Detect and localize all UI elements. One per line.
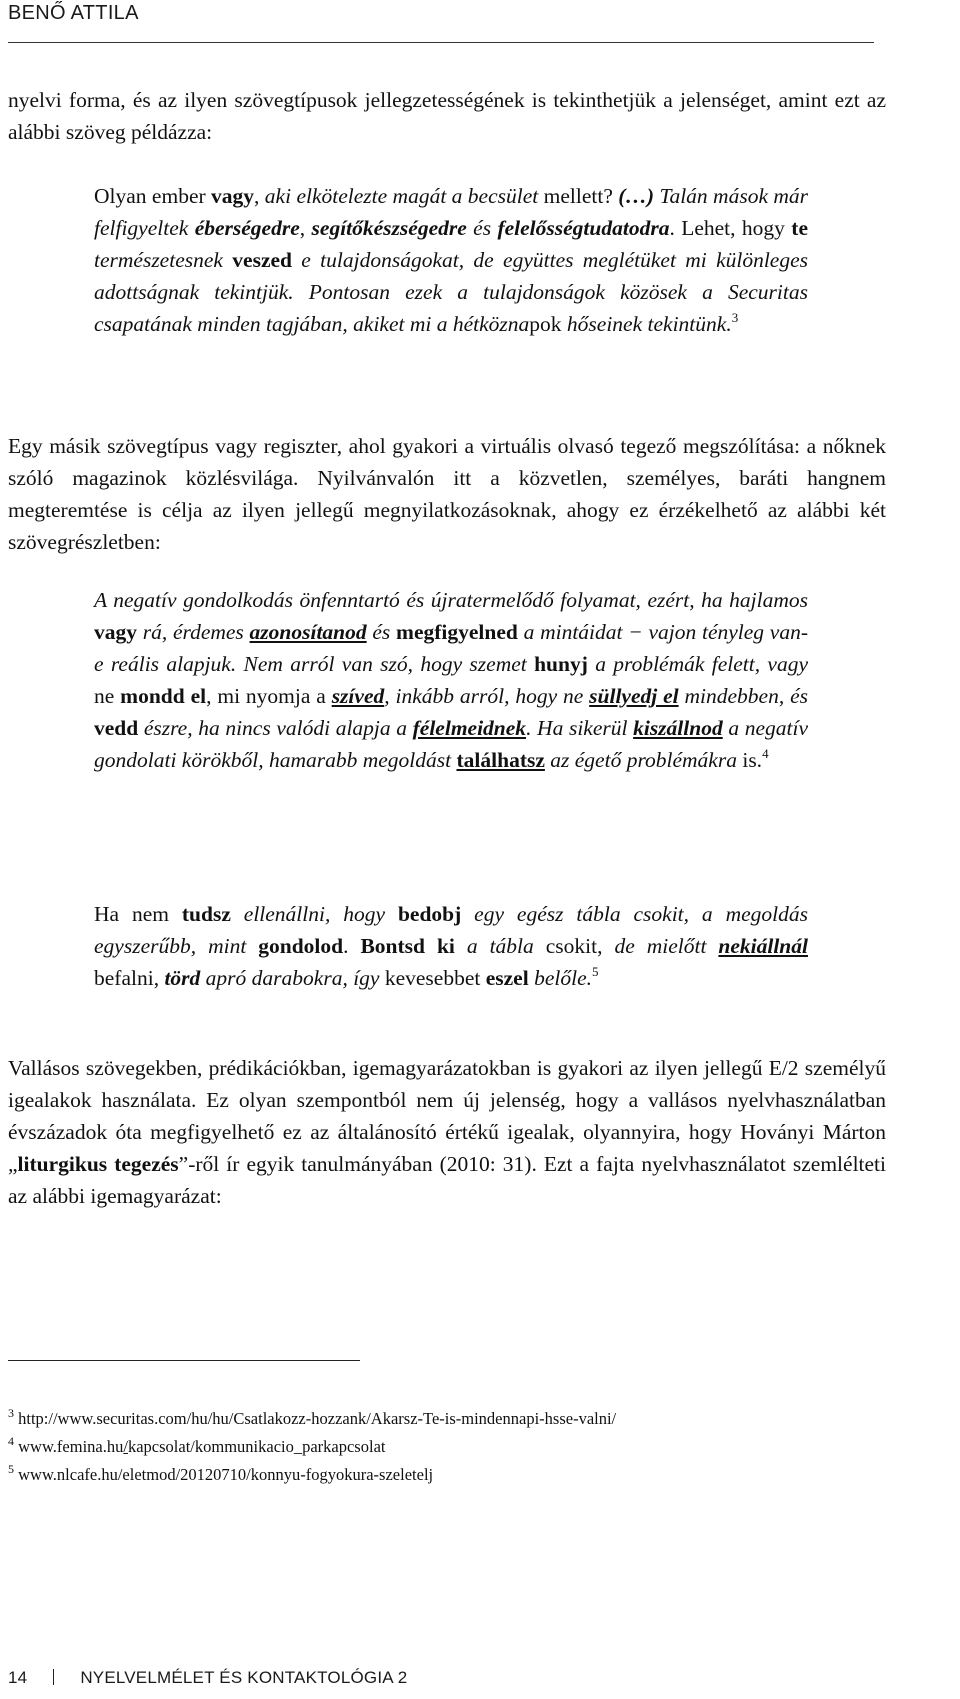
header-rule [8, 42, 874, 43]
footnote-link[interactable]: http://www.securitas.com/hu/hu/Csatlakozz-hozzank/Akarsz-Te-is-mindennapi-hsse-valni/ [18, 1409, 617, 1428]
footnote-link[interactable]: www.femina.hu/kapcsolat/kommunikacio_parkapcsolat [18, 1437, 386, 1456]
footnote-ref-4: 4 [762, 746, 769, 761]
quote-securitas: Olyan ember vagy, aki elkötelezte magát a becsület mellett? (…) Talán mások már felfigyeltek éberségedre, segítőkészségedre és felelősségtudatodra. Lehet, hogy te természetesnek veszed e tulajdonságokat, de együttes meglétüket mi különleges adottságnak tekintjük. Pontosan ezek a tulajdonságok közösek a Securitas csapatának minden tagjában, akiket mi a hétköznapok hőseinek tekintünk.$^3$ [94, 184, 809, 336]
footnote-4: $^4$ www.femina.hu/kapcsolat/kommunikacio_parkapcsolat [8, 1434, 386, 1456]
book-title: NYELVELMÉLET ÉS KONTAKTOLÓGIA 2 [80, 1668, 408, 1687]
running-head: BENŐ ATTILA [8, 2, 139, 24]
page-number: 14 [8, 1668, 28, 1687]
footnote-ref-5: 5 [592, 964, 599, 979]
paragraph-magazines: Egy másik szövegtípus vagy regiszter, ahol gyakori a virtuális olvasó tegező megszólítása: a nőknek szóló magazinok közlésvilága. Nyilvánvalón itt a közvetlen, személyes, baráti hangnem megteremtése is célja az ilyen jellegű megnyilatkozásoknak, ahogy ez érzékelhető az alábbi két szövegrészletben: [8, 434, 886, 554]
footnote-5: $^5$ www.nlcafe.hu/eletmod/20120710/konnyu-fogyokura-szeletelj [8, 1462, 434, 1484]
paragraph-intro: nyelvi forma, és az ilyen szövegtípusok jellegzetességének is tekinthetjük a jelenséget, amint ezt az alábbi szöveg példázza: [8, 88, 886, 144]
quote-negative-thinking: A negatív gondolkodás önfenntartó és újratermelődő folyamat, ezért, ha hajlamos vagy rá, érdemes azonosítanod és megfigyelned a mintáidat − vajon tényleg van-e reális alapjuk. Nem arról van szó, hogy szemet hunyj a problémák felett, vagy ne mondd el, mi nyomja a szíved, inkább arról, hogy ne süllyedj el mindebben, és vedd észre, ha nincs valódi alapja a félelmeidnek. Ha sikerül kiszállnod a negatív gondolati körökből, hamarabb megoldást találhatsz az égető problémákra is.$^4$ [94, 588, 808, 772]
quote-chocolate: Ha nem tudsz ellenállni, hogy bedobj egy egész tábla csokit, a megoldás egyszerűbb, mint gondolod. Bontsd ki a tábla csokit, de mielőtt nekiállnál befalni, törd apró darabokra, így kevesebbet eszel belőle.$^5$ [94, 902, 808, 990]
footer-separator [53, 1669, 54, 1685]
footnote-separator [8, 1360, 360, 1361]
page-footer [8, 1668, 407, 1688]
footnotes [8, 1405, 888, 1489]
footnote-ref-3: 3 [731, 310, 739, 325]
footnote-link[interactable]: www.nlcafe.hu/eletmod/20120710/konnyu-fogyokura-szeletelj [18, 1465, 434, 1484]
footnote-3: $^3$ http://www.securitas.com/hu/hu/Csatlakozz-hozzank/Akarsz-Te-is-mindennapi-hsse-valni/ [8, 1406, 617, 1428]
paragraph-religious: Vallásos szövegekben, prédikációkban, igemagyarázatokban is gyakori az ilyen jellegű E/2 személyű igealakok használata. Ez olyan szempontból nem új jelenség, hogy a vallásos nyelvhasználatban évszázadok óta megfigyelhető ez az általánosító értékű igealak, olyannyira, hogy Hoványi Márton „liturgikus tegezés”-ről ír egyik tanulmányában (2010: 31). Ezt a fajta nyelvhasználatot szemlélteti az alábbi igemagyarázat: [8, 1056, 887, 1208]
